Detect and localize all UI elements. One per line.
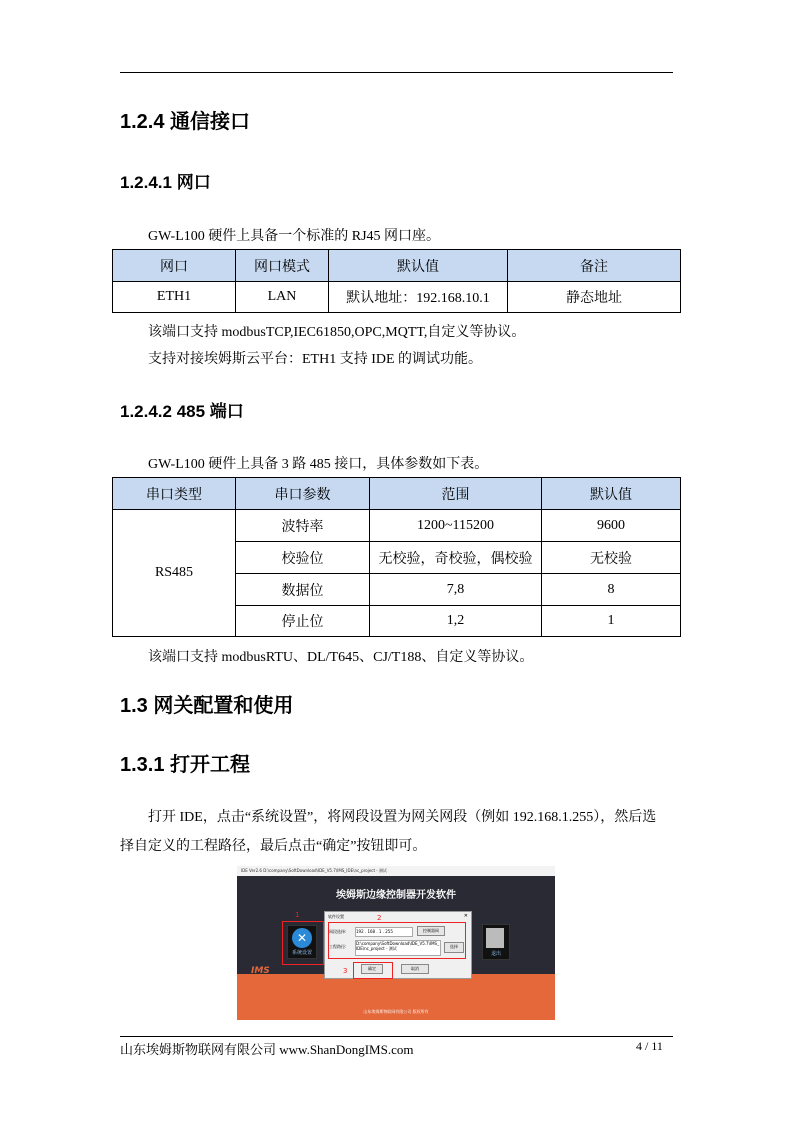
select-button[interactable]: 选择	[444, 942, 464, 953]
table-cell: 1200~115200	[370, 510, 542, 542]
path-input[interactable]: D:\company\SoftDownload\IDE_V5.7\IMS_IDE\nc_project - 测试	[355, 940, 441, 956]
heading-1-3: 1.3 网关配置和使用	[120, 695, 294, 717]
table-cell: LAN	[236, 282, 329, 313]
controller-net-button[interactable]: 控制器网	[417, 926, 445, 936]
step-number: 2	[377, 914, 382, 922]
ethernet-table	[112, 249, 681, 313]
table-cell: 数据位	[236, 574, 370, 606]
header-rule	[120, 72, 673, 73]
table-header: 串口参数	[236, 478, 370, 510]
ok-button[interactable]: 确定	[361, 964, 383, 974]
exit-tile	[482, 924, 510, 960]
table-cell: 默认地址：192.168.10.1	[329, 282, 508, 313]
table-header: 网口	[113, 250, 236, 282]
table-cell: 静态地址	[508, 282, 681, 313]
table-cell: 校验位	[236, 542, 370, 574]
wrench-icon: ✕	[292, 928, 312, 948]
table-cell: 8	[542, 574, 681, 606]
step-box-1	[282, 921, 324, 965]
app-title: 埃姆斯边缘控制器开发软件	[336, 890, 456, 901]
paragraph: GW-L100 硬件上具备一个标准的 RJ45 网口座。	[148, 229, 441, 244]
paragraph: 择自定义的工程路径，最后点击“确定”按钮即可。	[120, 839, 427, 854]
table-cell: 无校验，奇校验，偶校验	[370, 542, 542, 574]
step-number: 1	[295, 911, 300, 919]
window-title: IDE Ver2.6 D:\company\SoftDownload\IDE_V5.7\IMS_IDE\nc_project - 测试	[237, 866, 555, 876]
settings-label: 系统设置	[291, 950, 312, 956]
table-header: 默认值	[329, 250, 508, 282]
paragraph: 该端口支持 modbusRTU、DL/T645、CJ/T188、自定义等协议。	[148, 650, 534, 665]
path-label: 工程路径:	[329, 944, 347, 949]
table-cell: 无校验	[542, 542, 681, 574]
copyright: 山东埃姆斯物联网有限公司 版权所有	[363, 1009, 429, 1014]
paragraph: GW-L100 硬件上具备 3 路 485 接口，具体参数如下表。	[148, 457, 489, 472]
paragraph: 支持对接埃姆斯云平台：ETH1 支持 IDE 的调试功能。	[148, 352, 483, 367]
heading-1-3-1: 1.3.1 打开工程	[120, 754, 251, 776]
ip-input[interactable]: 192 . 168 . 1 . 255	[355, 927, 413, 937]
step-number: 3	[343, 967, 348, 975]
paragraph: 打开 IDE，点击“系统设置”，将网段设置为网关网段（例如 192.168.1.255），然后选	[148, 810, 657, 825]
table-cell: 7,8	[370, 574, 542, 606]
footer-rule	[120, 1036, 673, 1037]
table-cell: 1	[542, 606, 681, 637]
dialog-title: 软件设置	[328, 914, 344, 919]
heading-1-2-4-2: 1.2.4.2 485 端口	[120, 402, 244, 421]
heading-1-2-4-1: 1.2.4.1 网口	[120, 173, 211, 192]
table-cell: 波特率	[236, 510, 370, 542]
table-header: 备注	[508, 250, 681, 282]
net-label: 网段选择:	[329, 929, 347, 934]
door-icon	[486, 928, 504, 948]
step-box-3	[353, 962, 393, 979]
step-box-2	[328, 922, 466, 959]
serial-table	[112, 477, 681, 637]
cancel-button[interactable]: 取消	[401, 964, 429, 974]
page-number: 4 / 11	[636, 1039, 663, 1053]
ide-screenshot	[237, 866, 555, 1020]
table-cell: RS485	[113, 510, 236, 637]
paragraph: 该端口支持 modbusTCP,IEC61850,OPC,MQTT,自定义等协议。	[148, 325, 526, 340]
table-header: 串口类型	[113, 478, 236, 510]
table-cell: ETH1	[113, 282, 236, 313]
table-cell: 停止位	[236, 606, 370, 637]
exit-label: 退出	[490, 951, 501, 957]
close-icon[interactable]: ✕	[463, 913, 468, 919]
table-cell: 1,2	[370, 606, 542, 637]
table-cell: 9600	[542, 510, 681, 542]
table-header: 默认值	[542, 478, 681, 510]
ims-logo: IMS	[251, 966, 270, 976]
footer-company: 山东埃姆斯物联网有限公司 www.ShanDongIMS.com	[120, 1042, 414, 1057]
heading-1-2-4: 1.2.4 通信接口	[120, 111, 251, 133]
table-header: 范围	[370, 478, 542, 510]
table-header: 网口模式	[236, 250, 329, 282]
